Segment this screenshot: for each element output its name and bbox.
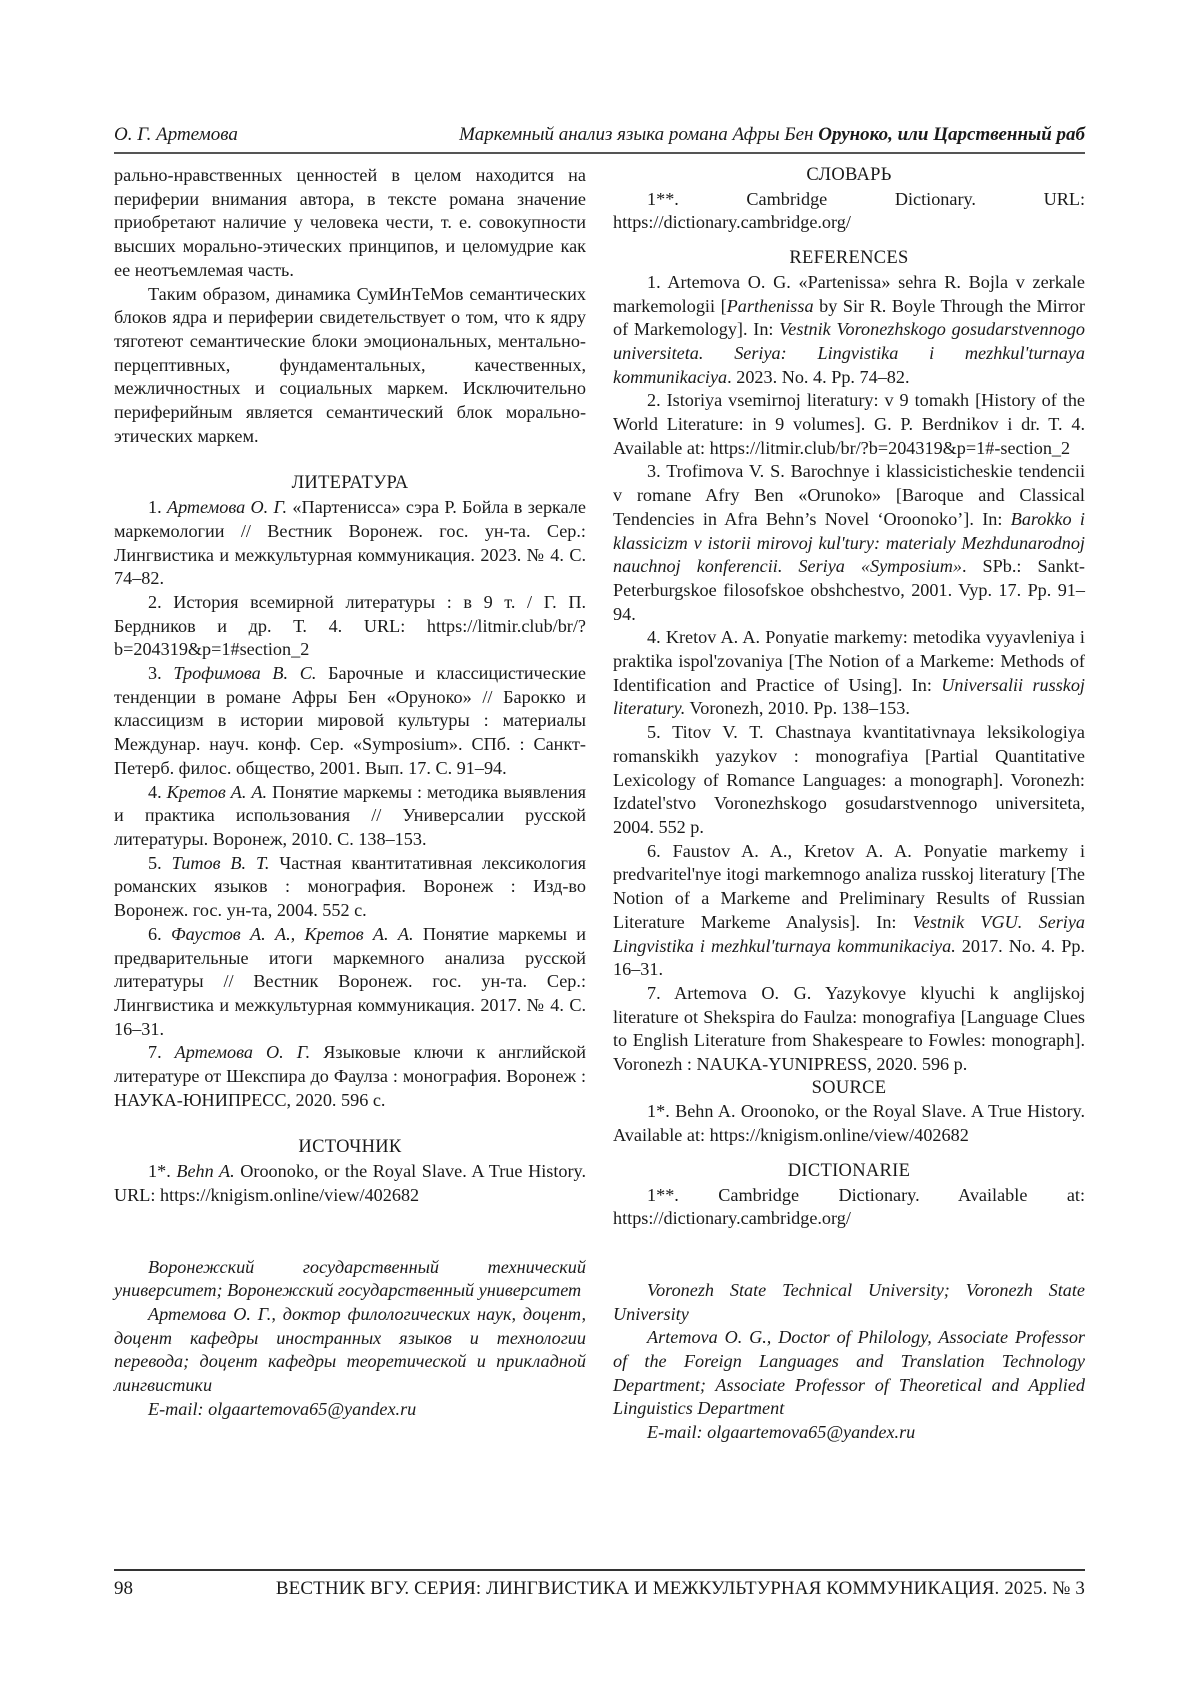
references-heading: REFERENCES xyxy=(789,248,909,269)
entry-number: 5. xyxy=(148,852,172,873)
reference-entry xyxy=(613,389,1085,460)
literature-entry xyxy=(114,852,586,923)
literature-entry xyxy=(114,496,586,591)
email-en[interactable]: E-mail: olgaartemova65@yandex.ru xyxy=(647,1422,916,1443)
dictionary-entry: 1**. Cambridge Dictionary. URL: https://dictionary.cambridge.org/ xyxy=(613,188,1085,233)
entry-text: Voronezh, 2010. Pp. 138–153. xyxy=(685,698,910,719)
running-head xyxy=(114,118,1085,148)
entry-number: 2. xyxy=(148,591,174,612)
body-paragraph: рально-нравственных ценностей в целом находится на периферии внимания автора, в тексте романа значение приобретают наличие у человека чести, т. е. совокупности высших морально-этических принципов, и целомудрие как ее неотъемлемая часть. xyxy=(114,165,586,280)
entry-author: Трофимова В. С. xyxy=(173,663,317,684)
title-regular: Маркемный анализ языка романа Афры Бен xyxy=(459,124,819,145)
affiliation: Воронежский государственный технический университет; Воронежский государственный университет xyxy=(114,1256,586,1301)
dictionarie-entry: 1**. Cambridge Dictionary. Available at: https://dictionary.cambridge.org/ xyxy=(613,1184,1085,1229)
entry-text: Trofimova V. S. Barochnye i klassicisticheskie tendencii v romane Afry Ben «Orunoko» [Baroque and Classical Tendencies in Afra Behn’s Novel ‘Oroonoko’]. In: xyxy=(613,461,1085,529)
entry-number: 3. xyxy=(647,461,667,482)
entry-text: Kretov A. A. Ponyatie markemy: metodika vyyavleniya i praktika ispol'zovaniya [The Notion of a Markeme: Methods of Identification and Practice of Using]. In: xyxy=(613,627,1085,695)
entry-number: 4. xyxy=(148,781,167,802)
entry-text: Barokko i klassicizm v istorii mirovoj kul'tury: materialy Mezhdunarodnoj nauchnoj konferencii. Seriya «Symposium» xyxy=(613,508,1085,577)
entry-author: Артемова О. Г. xyxy=(166,497,288,518)
running-head-title xyxy=(459,124,1085,146)
entry-text: by Sir R. Boyle Through the Mirror of Markemology]. In: xyxy=(613,295,1085,340)
entry-text: Понятие маркемы и предварительные итоги маркемного анализа русской литературы // Вестник Воронеж. гос. ун-та. Сер.: Лингвистика и межкультурная коммуникация. 2017. № 4. С. 16–31. xyxy=(114,923,586,1039)
entry-number: 2. xyxy=(647,390,667,411)
source-entry xyxy=(114,1160,586,1207)
entry-text: История всемирной литературы : в 9 т. / Г. П. Бердников и др. Т. 4. URL: https://litmir.club/br/?b=204319&p=1#section_2 xyxy=(114,591,586,660)
source-heading: ИСТОЧНИК xyxy=(298,1137,402,1158)
entry-text: Universalii russkoj literatury. xyxy=(613,674,1085,719)
footer-rule xyxy=(114,1569,1085,1571)
entry-text: «Партенисса» сэра Р. Бойла в зеркале маркемологии // Вестник Воронеж. гос. ун-та. Сер.: Лингвистика и межкультурная коммуникация. 2023. № 4. С. 74–82. xyxy=(114,497,586,589)
entry-text: Oroonoko, or the Royal Slave. A True History. URL: https://knigism.online/view/402682 xyxy=(114,1161,586,1205)
entry-number: 7. xyxy=(148,1042,175,1063)
entry-text: Vestnik VGU. Seriya Lingvistika i mezhkul'turnaya kommunikaciya. xyxy=(613,911,1085,956)
entry-author: Артемова О. Г. xyxy=(174,1042,311,1063)
dictionary-heading: СЛОВАРЬ xyxy=(806,165,892,185)
title-bold: Оруноко, или Царственный раб xyxy=(818,124,1085,145)
entry-number: 1. xyxy=(148,497,167,518)
entry-number: 1. xyxy=(647,271,668,292)
reference-entry xyxy=(613,982,1085,1077)
entry-text: Языковые ключи к английской литературе от Шекспира до Фаулза : монография. Воронеж : НАУКА-ЮНИПРЕСС, 2020. 596 с. xyxy=(114,1042,586,1110)
entry-number: 1*. xyxy=(148,1161,177,1182)
author-info-en: Artemova O. G., Doctor of Philology, Associate Professor of the Foreign Languages and Translation Technology Department; Associate Professor of Theoretical and Applied Linguistics Department xyxy=(613,1327,1085,1419)
running-head-author: О. Г. Артемова xyxy=(114,124,238,145)
dictionarie-heading: DICTIONARIE xyxy=(787,1160,911,1181)
journal-title: ВЕСТНИК ВГУ. СЕРИЯ: ЛИНГВИСТИКА И МЕЖКУЛЬТУРНАЯ КОММУНИКАЦИЯ. 2025. № 3 xyxy=(275,1578,1085,1599)
entry-number: 5. xyxy=(647,722,673,743)
entry-text: . 2023. No. 4. Pp. 74–82. xyxy=(727,366,910,387)
entry-text: Vestnik Voronezhskogo gosudarstvennogo universiteta. Seriya: Lingvistika i mezhkul'turnaya kommunikaciya xyxy=(613,319,1086,387)
entry-text: Artemova O. G. Yazykovye klyuchi k anglijskoj literature ot Shekspira do Faulza: monografiya [Language Clues to English Literature from Shakespeare to Fowles: monograph]. Voronezh : NAUKA-YUNIPRESS, 2020. 596 p. xyxy=(613,982,1086,1075)
literature-entry xyxy=(114,662,586,781)
entry-number: 6. xyxy=(148,923,171,944)
entry-text: 2017. No. 4. Pp. 16–31. xyxy=(613,935,1085,980)
references-list xyxy=(613,271,1085,1077)
entry-text: . SPb.: Sankt-Peterburgskoe filosofskoe obshchestvo, 2001. Vyp. 17. Pp. 91–94. xyxy=(613,556,1085,624)
entry-text: Istoriya vsemirnoj literatury: v 9 tomakh [History of the World Literature: in 9 volumes]. G. P. Berdnikov i dr. T. 4. Available at: https://litmir.club/br/?b=204319&p=1#-section_2 xyxy=(613,390,1086,458)
entry-author: Титов В. Т. xyxy=(171,852,270,873)
entry-text: Artemova O. G. «Partenissa» sehra R. Bojla v zerkale markemologii [ xyxy=(613,271,1086,316)
entry-text: Faustov A. A., Kretov A. A. Ponyatie markemy i predvaritel'nye itogi markemnogo analiza russkoj literatury [The Notion of a Markeme and Preliminary Results of Russian Literature Markeme Analysis]. In: xyxy=(613,840,1086,932)
source-heading-en: SOURCE xyxy=(811,1077,887,1098)
literature-entry xyxy=(114,923,586,1042)
entry-author: Behn A. xyxy=(176,1161,235,1182)
body-paragraph: Таким образом, динамика СумИнТеМов семантических блоков ядра и периферии свидетельствует о том, что к ядру тяготеют семантические блоки эмоциональных, ментально-перцептивных, фундаментальных, качественных, межличностных и социальных маркем. Исключительно периферийным является семантический блок морально-этических маркем. xyxy=(114,283,586,446)
reference-entry xyxy=(613,626,1085,721)
reference-entry xyxy=(613,721,1085,840)
entry-author: Фаустов А. А., Кретов А. А. xyxy=(170,923,414,944)
reference-entry xyxy=(613,840,1085,982)
entry-text: Parthenissa xyxy=(726,295,814,316)
entry-text: Частная квантитативная лексикология романских языков : монография. Воронеж : Изд-во Воронеж. гос. ун-та, 2004. 552 с. xyxy=(114,852,587,921)
literature-entry xyxy=(114,1041,586,1112)
source-entry-en: 1*. Behn A. Oroonoko, or the Royal Slave. A True History. Available at: https://knigism.online/view/402682 xyxy=(613,1101,1085,1146)
literature-heading: ЛИТЕРАТУРА xyxy=(291,473,409,494)
author-info: Артемова О. Г., доктор филологических наук, доцент, доцент кафедры иностранных языков и технологии перевода; доцент кафедры теоретической и прикладной лингвистики xyxy=(114,1303,586,1396)
affiliation-en: Voronezh State Technical University; Voronezh State University xyxy=(613,1279,1085,1324)
reference-entry xyxy=(613,271,1085,390)
right-column xyxy=(613,164,1085,1445)
entry-number: 4. xyxy=(647,627,666,648)
page-number: 98 xyxy=(114,1578,133,1599)
entry-text: Понятие маркемы : методика выявления и практика использования // Универсалии русской литературы. Воронеж, 2010. С. 138–153. xyxy=(114,781,586,849)
entry-text: Titov V. T. Chastnaya kvantitativnaya leksikologiya romanskikh yazykov : monografiya [Partial Quantitative Lexicology of Romance Languages: a monograph]. Voronezh: Izdatel'stvo Voronezhskogo gosudarstvennogo universiteta, 2004. 552 p. xyxy=(613,722,1085,837)
entry-text: Барочные и классицистические тенденции в романе Афры Бен «Оруноко» // Барокко и классицизм в истории мировой культуры : материалы Междунар. науч. конф. Сер. «Symposium». СПб. : Санкт-Петерб. филос. общество, 2001. Вып. 17. С. 91–94. xyxy=(114,663,587,778)
entry-author: Кретов А. А. xyxy=(166,781,268,802)
entry-number: 6. xyxy=(647,840,673,861)
literature-entry xyxy=(114,781,586,852)
entry-number: 7. xyxy=(647,982,675,1003)
reference-entry xyxy=(613,460,1085,626)
header-rule xyxy=(114,152,1085,154)
literature-entry xyxy=(114,591,586,662)
email[interactable]: E-mail: olgaartemova65@yandex.ru xyxy=(148,1398,417,1419)
literature-list xyxy=(114,496,586,1112)
entry-number: 3. xyxy=(148,663,174,684)
left-column xyxy=(114,164,586,1421)
